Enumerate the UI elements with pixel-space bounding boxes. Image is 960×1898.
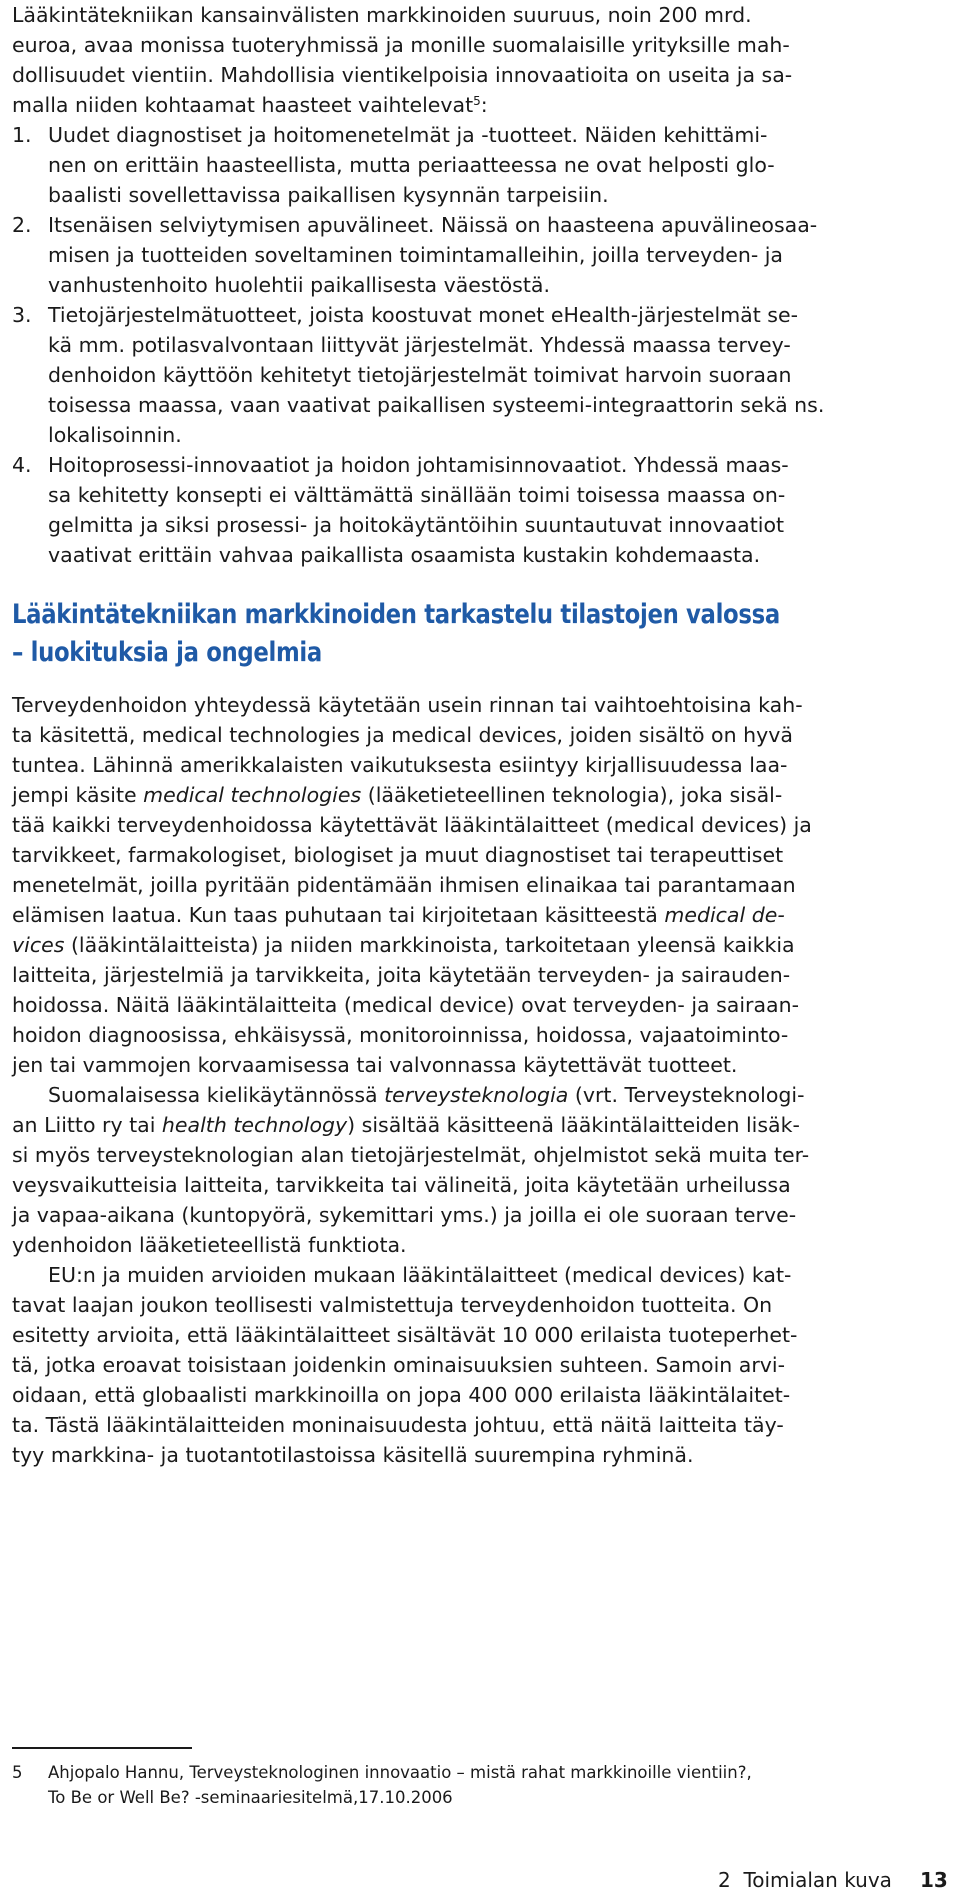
italic-term: medical technologies — [143, 783, 362, 807]
text-line: dollisuudet vientiin. Mahdollisia vientikelpoisia innovaatioita on useita ja sa- — [12, 63, 793, 87]
text-line: jempi käsite medical technologies (lääketieteellinen teknologia), joka sisäl- — [12, 783, 783, 807]
text-line: misen ja tuotteiden soveltaminen toimintamalleihin, joilla terveyden- ja — [48, 243, 783, 267]
italic-term: vices — [12, 933, 65, 957]
text-line: Uudet diagnostiset ja hoitomenetelmät ja -tuotteet. Näiden kehittämi- — [48, 123, 768, 147]
text-line: vices (lääkintälaitteista) ja niiden markkinoista, tarkoitetaan yleensä kaikkia — [12, 933, 795, 957]
text-line: lokalisoinnin. — [48, 423, 182, 447]
text-line: Suomalaisessa kielikäytännössä terveysteknologia (vrt. Terveysteknologi- — [48, 1083, 805, 1107]
heading-line: Lääkintätekniikan markkinoiden tarkastelu tilastojen valossa — [12, 599, 780, 630]
text-line: sa kehitetty konsepti ei välttämättä sinällään toimi toisessa maassa on- — [48, 483, 786, 507]
text-line: kä mm. potilasvalvontaan liittyvät järjestelmät. Yhdessä maassa tervey- — [48, 333, 791, 357]
italic-term: terveysteknologia — [384, 1083, 569, 1107]
text-line: ja vapaa-aikana (kuntopyörä, sykemittari yms.) ja joilla ei ole suoraan terve- — [12, 1203, 797, 1227]
text-line: Lääkintätekniikan kansainvälisten markkinoiden suuruus, noin 200 mrd. — [12, 3, 752, 27]
text-line: Tietojärjestelmätuotteet, joista koostuvat monet eHealth-järjestelmät se- — [48, 303, 798, 327]
text-line: laitteita, järjestelmiä ja tarvikkeita, joita käytetään terveyden- ja sairauden- — [12, 963, 791, 987]
italic-term: health technology — [161, 1113, 348, 1137]
text-line: tarvikkeet, farmakologiset, biologiset ja muut diagnostiset tai terapeuttiset — [12, 843, 784, 867]
text-line: jen tai vammojen korvaamisessa tai valvonnassa käytettävät tuotteet. — [12, 1053, 738, 1077]
text-line: tä, jotka eroavat toisistaan joidenkin ominaisuuksien suhteen. Samoin arvi- — [12, 1353, 786, 1377]
text-line: tää kaikki terveydenhoidossa käytettävät lääkintälaitteet (medical devices) ja — [12, 813, 812, 837]
text-line: ta. Tästä lääkintälaitteiden moninaisuudesta johtuu, että näitä laitteita täy- — [12, 1413, 784, 1437]
footnote-number: 5 — [12, 1763, 23, 1782]
text-line: euroa, avaa monissa tuoteryhmissä ja monille suomalaisille yrityksille mah- — [12, 33, 790, 57]
text-line: elämisen laatua. Kun taas puhutaan tai kirjoitetaan käsitteestä medical de- — [12, 903, 785, 927]
text-line: baalisti sovellettavissa paikallisen kysynnän tarpeisiin. — [48, 183, 609, 207]
text-line: nen on erittäin haasteellista, mutta periaatteessa ne ovat helposti glo- — [48, 153, 775, 177]
text-line: Hoitoprosessi-innovaatiot ja hoidon johtamisinnovaatiot. Yhdessä maas- — [48, 453, 789, 477]
text-line: esitetty arvioita, että lääkintälaitteet sisältävät 10 000 erilaista tuoteperhet- — [12, 1323, 798, 1347]
text-line: menetelmät, joilla pyritään pidentämään ihmisen elinaikaa tai parantamaan — [12, 873, 796, 897]
text-line: veysvaikutteisia laitteita, tarvikkeita tai välineitä, joita käytetään urheilussa — [12, 1173, 791, 1197]
text-line: malla niiden kohtaamat haasteet vaihtelevat$^5$: — [12, 93, 488, 117]
text-line: an Liitto ry tai health technology) sisältää käsitteenä lääkintälaitteiden lisäk- — [12, 1113, 800, 1137]
text-line: denhoidon käyttöön kehitetyt tietojärjestelmät toimivat harvoin suoraan — [48, 363, 792, 387]
text-line: hoidon diagnoosissa, ehkäisyssä, monitoroinnissa, hoidossa, vajaatoiminto- — [12, 1023, 789, 1047]
text-line: ydenhoidon lääketieteellistä funktiota. — [12, 1233, 407, 1257]
text-line: tuntea. Lähinnä amerikkalaisten vaikutuksesta esiintyy kirjallisuudessa laa- — [12, 753, 788, 777]
text-line: EU:n ja muiden arvioiden mukaan lääkintälaitteet (medical devices) kat- — [48, 1263, 792, 1287]
page-number: 13 — [920, 1868, 948, 1892]
footnote-divider — [12, 1747, 192, 1749]
list-number: 4. — [12, 453, 32, 477]
text-line: tyy markkina- ja tuotantotilastoissa käsitellä suurempina ryhminä. — [12, 1443, 694, 1467]
footnote-line: To Be or Well Be? -seminaariesitelmä,17.10.2006 — [48, 1788, 453, 1807]
chapter-label: 2 Toimialan kuva — [718, 1868, 892, 1892]
text-line: ta käsitettä, medical technologies ja medical devices, joiden sisältö on hyvä — [12, 723, 793, 747]
text-line: vaativat erittäin vahvaa paikallista osaamista kustakin kohdemaasta. — [48, 543, 761, 567]
text-line: vanhustenhoito huolehtii paikallisesta väestöstä. — [48, 273, 550, 297]
text-line: toisessa maassa, vaan vaativat paikallisen systeemi-integraattorin sekä ns. — [48, 393, 825, 417]
text-line: oidaan, että globaalisti markkinoilla on jopa 400 000 erilaista lääkintälaitet- — [12, 1383, 791, 1407]
footnote-reference[interactable]: 5 — [473, 94, 481, 108]
list-number: 2. — [12, 213, 32, 237]
text-line: hoidossa. Näitä lääkintälaitteita (medical device) ovat terveyden- ja sairaan- — [12, 993, 799, 1017]
footnote-line: Ahjopalo Hannu, Terveysteknologinen innovaatio – mistä rahat markkinoille vientiin?, — [48, 1763, 752, 1782]
text-line: gelmitta ja siksi prosessi- ja hoitokäytäntöihin suuntautuvat innovaatiot — [48, 513, 785, 537]
italic-term: medical de- — [664, 903, 785, 927]
text-line: si myös terveysteknologian alan tietojärjestelmät, ohjelmistot sekä muita ter- — [12, 1143, 810, 1167]
list-number: 3. — [12, 303, 32, 327]
text-line: tavat laajan joukon teollisesti valmistettuja terveydenhoidon tuotteita. On — [12, 1293, 773, 1317]
text-line: Terveydenhoidon yhteydessä käytetään usein rinnan tai vaihtoehtoisina kah- — [12, 693, 803, 717]
list-number: 1. — [12, 123, 32, 147]
heading-line: – luokituksia ja ongelmia — [12, 637, 322, 668]
text-line: Itsenäisen selviytymisen apuvälineet. Näissä on haasteena apuvälineosaa- — [48, 213, 818, 237]
